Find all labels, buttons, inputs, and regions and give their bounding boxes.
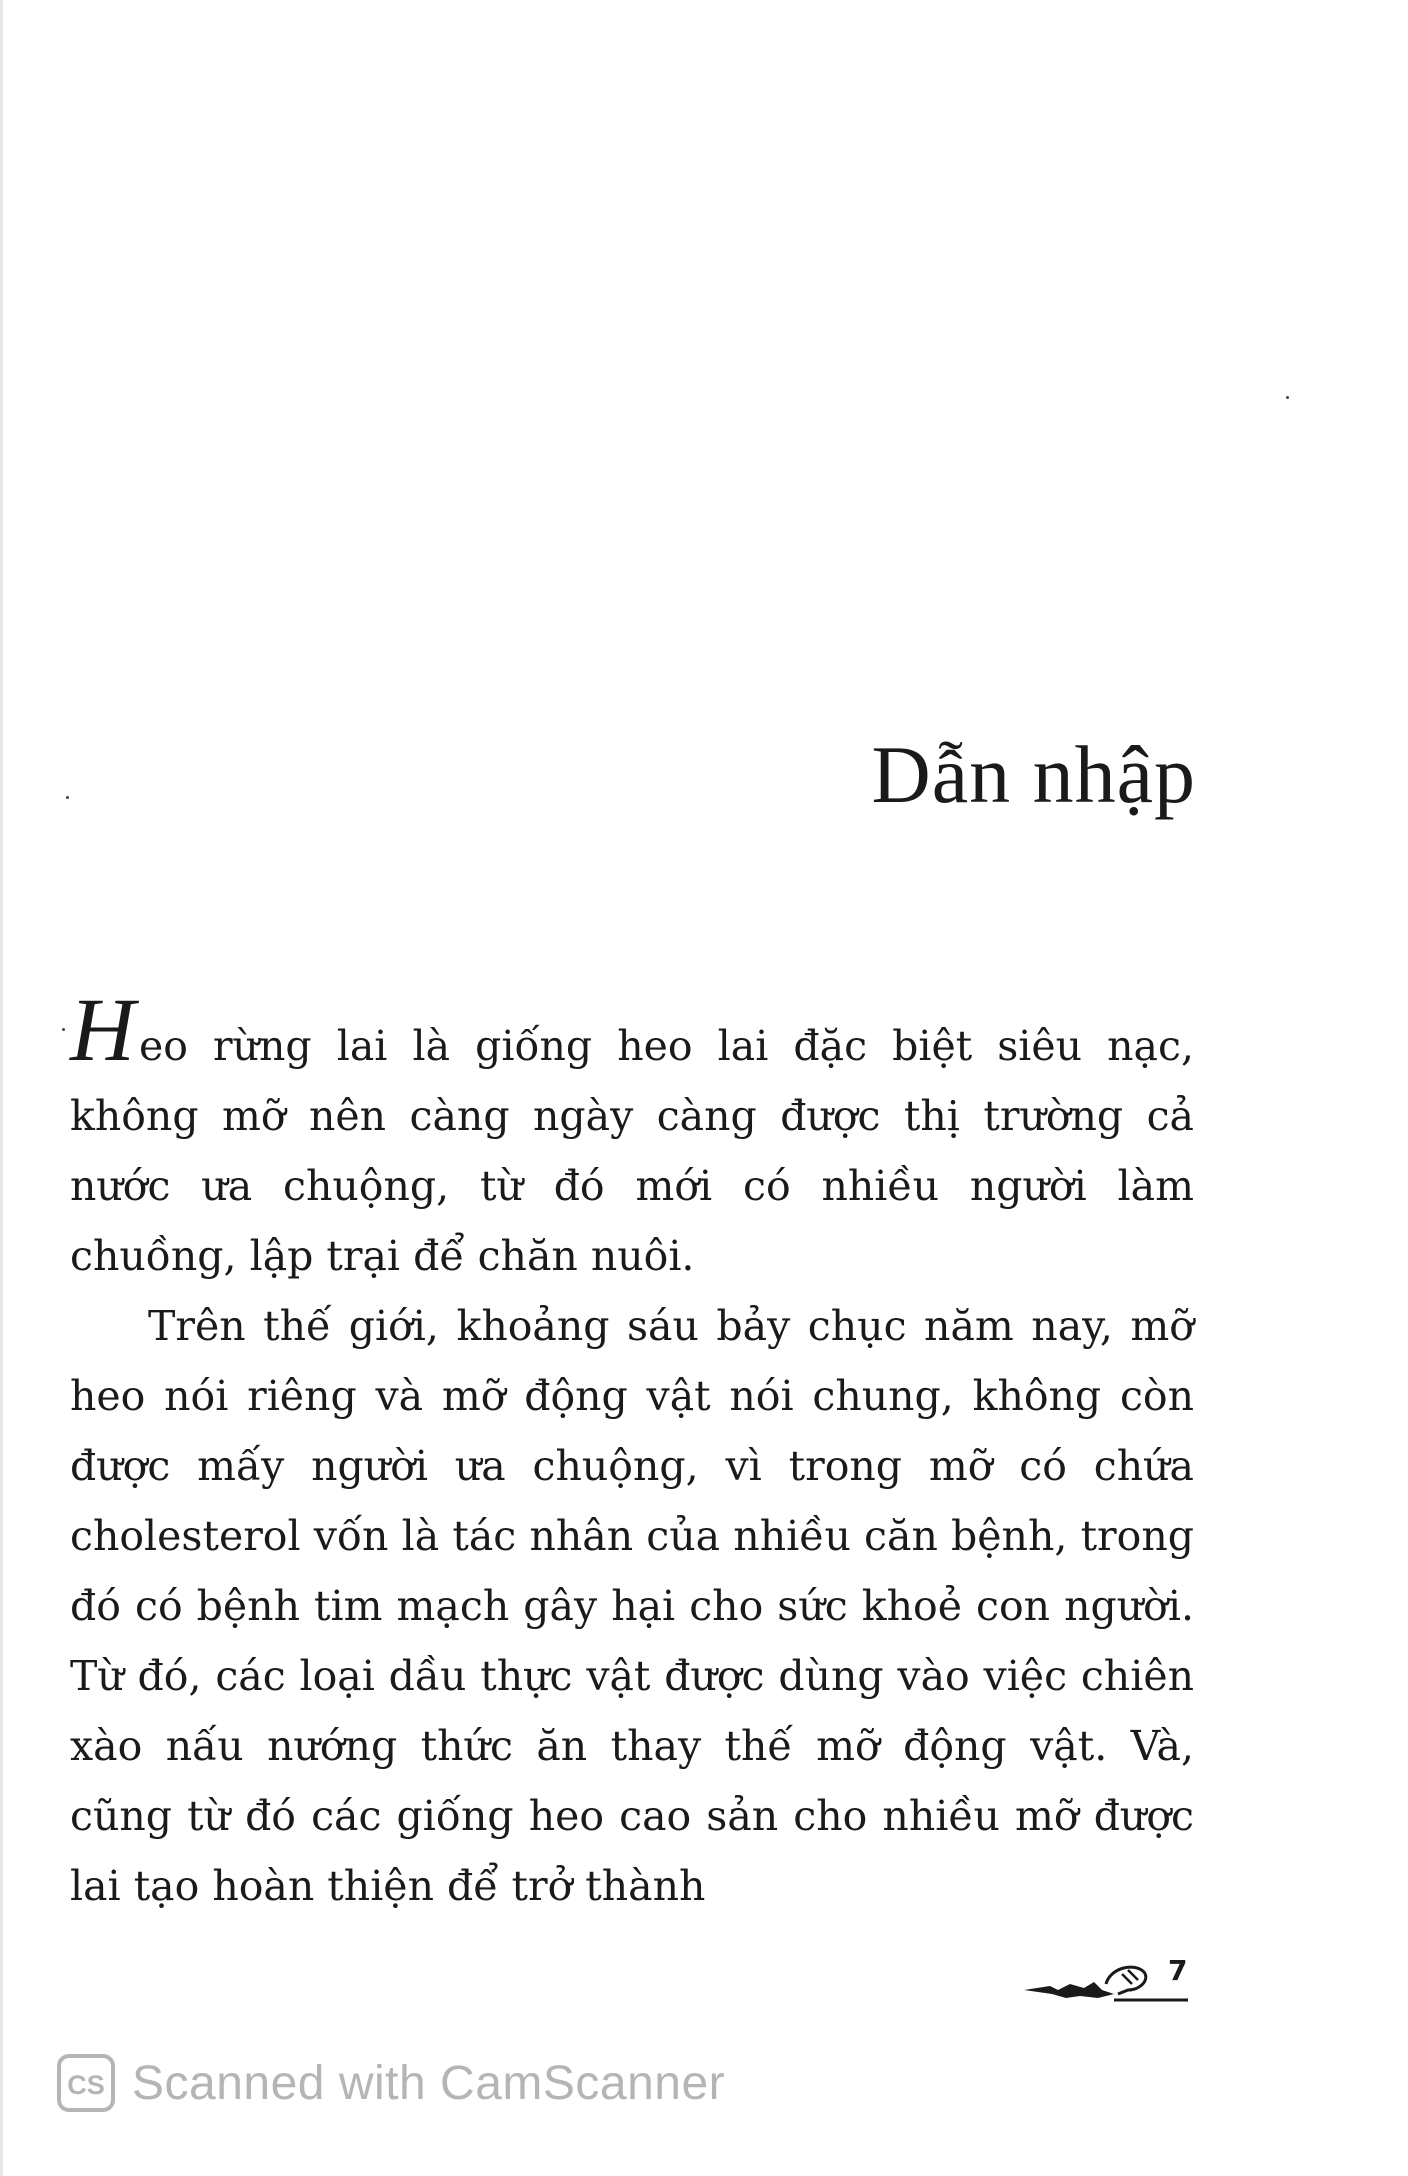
paragraph-1-text: eo rừng lai là giống heo lai đặc biệt siêu nạc, không mỡ nên càng ngày càng được thị trường cả nước ưa chuộng, từ đó mới có nhiều người làm chuồng, lập trại để chăn nuôi. (70, 1022, 1194, 1280)
pig-ornament-icon (1022, 1960, 1188, 2006)
camscanner-logo-text: CS (67, 2070, 105, 2100)
paragraph-2: Trên thế giới, khoảng sáu bảy chục năm nay, mỡ heo nói riêng và mỡ động vật nói chung, không còn được mấy người ưa chuộng, vì trong mỡ có chứa cholesterol vốn là tác nhân của nhiều căn bệnh, trong đó có bệnh tim mạch gây hại cho sức khoẻ con người. Từ đó, các loại dầu thực vật được dùng vào việc chiên xào nấu nướng thức ăn thay thế mỡ động vật. Và, cũng từ đó các giống heo cao sản cho nhiều mỡ được lai tạo hoàn thiện để trở thành (70, 1302, 1194, 1910)
camscanner-watermark (56, 2048, 725, 2118)
scan-speck (66, 796, 69, 799)
page-edge (0, 0, 3, 2176)
body-text (70, 981, 1194, 1921)
watermark-text: Scanned with CamScanner (132, 2056, 726, 2110)
drop-cap: H (70, 981, 133, 1080)
camscanner-logo-icon (56, 2053, 116, 2113)
paragraph-1 (70, 981, 1194, 1291)
scan-speck (1286, 396, 1289, 399)
page-number: 7 (1168, 1954, 1188, 1987)
chapter-title: Dẫn nhập (871, 729, 1196, 820)
scan-speck (62, 1028, 65, 1031)
